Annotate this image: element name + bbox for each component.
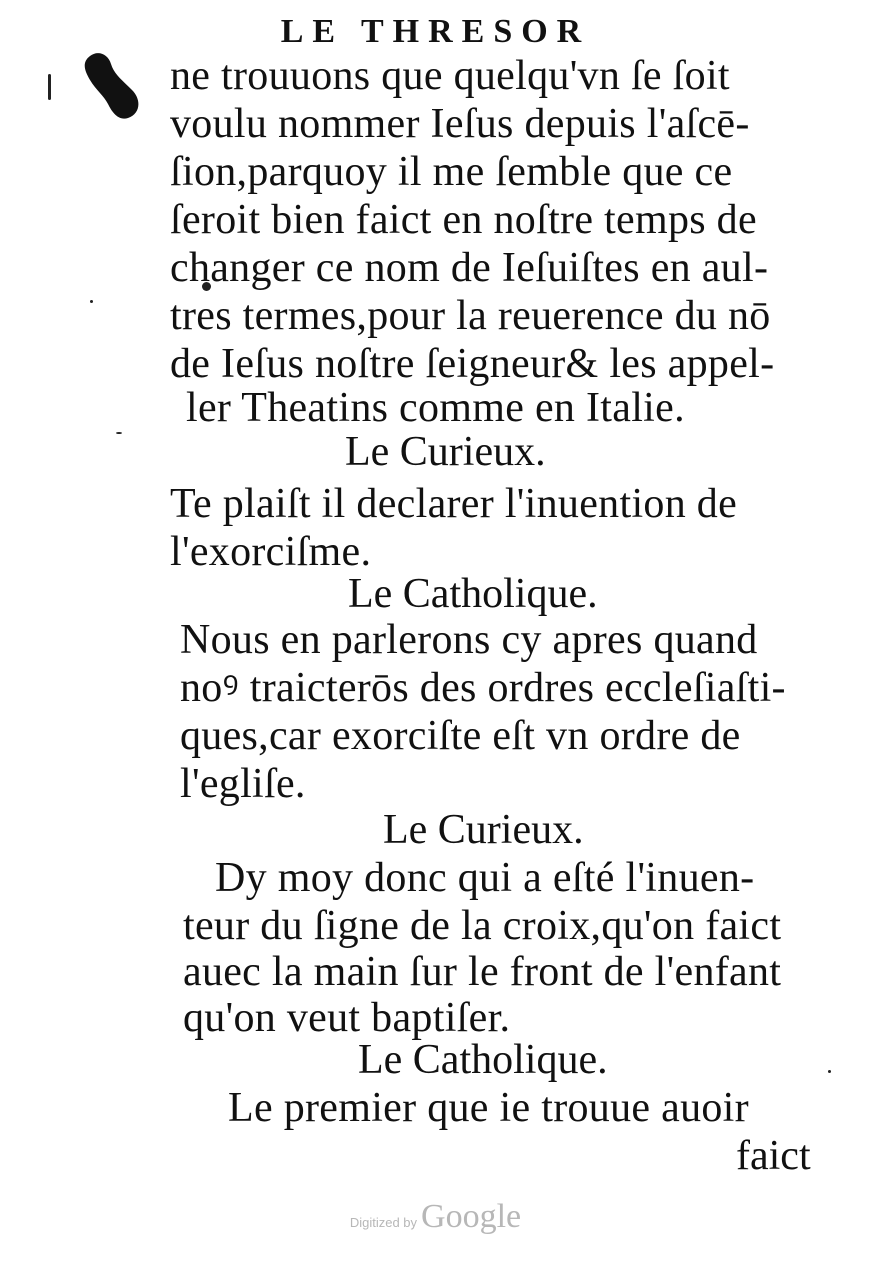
text-line: qu'on veut baptiſer.	[183, 995, 511, 1041]
text-line: tres termes,pour la reuerence du nō	[170, 293, 771, 339]
google-logo: Google	[421, 1198, 522, 1235]
digitized-by-label: Digitized by	[349, 1215, 418, 1230]
text-line: ſeroit bien faict en noſtre temps de	[170, 197, 757, 243]
text-line: Dy moy donc qui a eſté l'inuen-	[215, 855, 755, 901]
ink-speck	[828, 1070, 831, 1073]
text-line: teur du ſigne de la croix,qu'on faict	[183, 903, 782, 949]
text-line: Te plaiſt il declarer l'inuention de	[170, 481, 738, 527]
digitization-watermark	[0, 1198, 871, 1236]
text-line: ſion,parquoy il me ſemble que ce	[170, 149, 733, 195]
text-line: ques,car exorciſte eſt vn ordre de	[180, 713, 741, 759]
ink-speck	[48, 74, 51, 100]
ink-speck	[90, 300, 93, 303]
ink-blot-mark	[78, 50, 144, 122]
speaker-heading: Le Catholique.	[358, 1037, 608, 1083]
text-line: auec la main ſur le front de l'enfant	[183, 949, 782, 995]
text-line: Nous en parlerons cy apres quand	[180, 617, 758, 663]
running-title: LE THRESOR	[280, 13, 591, 50]
speaker-heading: Le Curieux.	[345, 429, 546, 475]
text-line: de Ieſus noſtre ſeigneur& les appel-	[170, 341, 775, 387]
catchword: faict	[736, 1133, 811, 1179]
speaker-heading: Le Catholique.	[348, 571, 598, 617]
text-line: ler Theatins comme en Italie.	[186, 385, 685, 431]
text-line: changer ce nom de Ieſuiſtes en aul-	[170, 245, 769, 291]
text-line: l'exorciſme.	[170, 529, 372, 575]
text-line: voulu nommer Ieſus depuis l'aſcē-	[170, 101, 750, 147]
speaker-heading: Le Curieux.	[383, 807, 584, 853]
text-line: ne trouuons que quelqu'vn ſe ſoit	[170, 53, 730, 99]
ink-speck	[116, 432, 122, 434]
text-line: noꝰ traicterōs des ordres eccleſiaſti-	[180, 665, 786, 711]
text-line: Le premier que ie trouue auoir	[228, 1085, 749, 1131]
text-line: l'egliſe.	[180, 761, 306, 807]
